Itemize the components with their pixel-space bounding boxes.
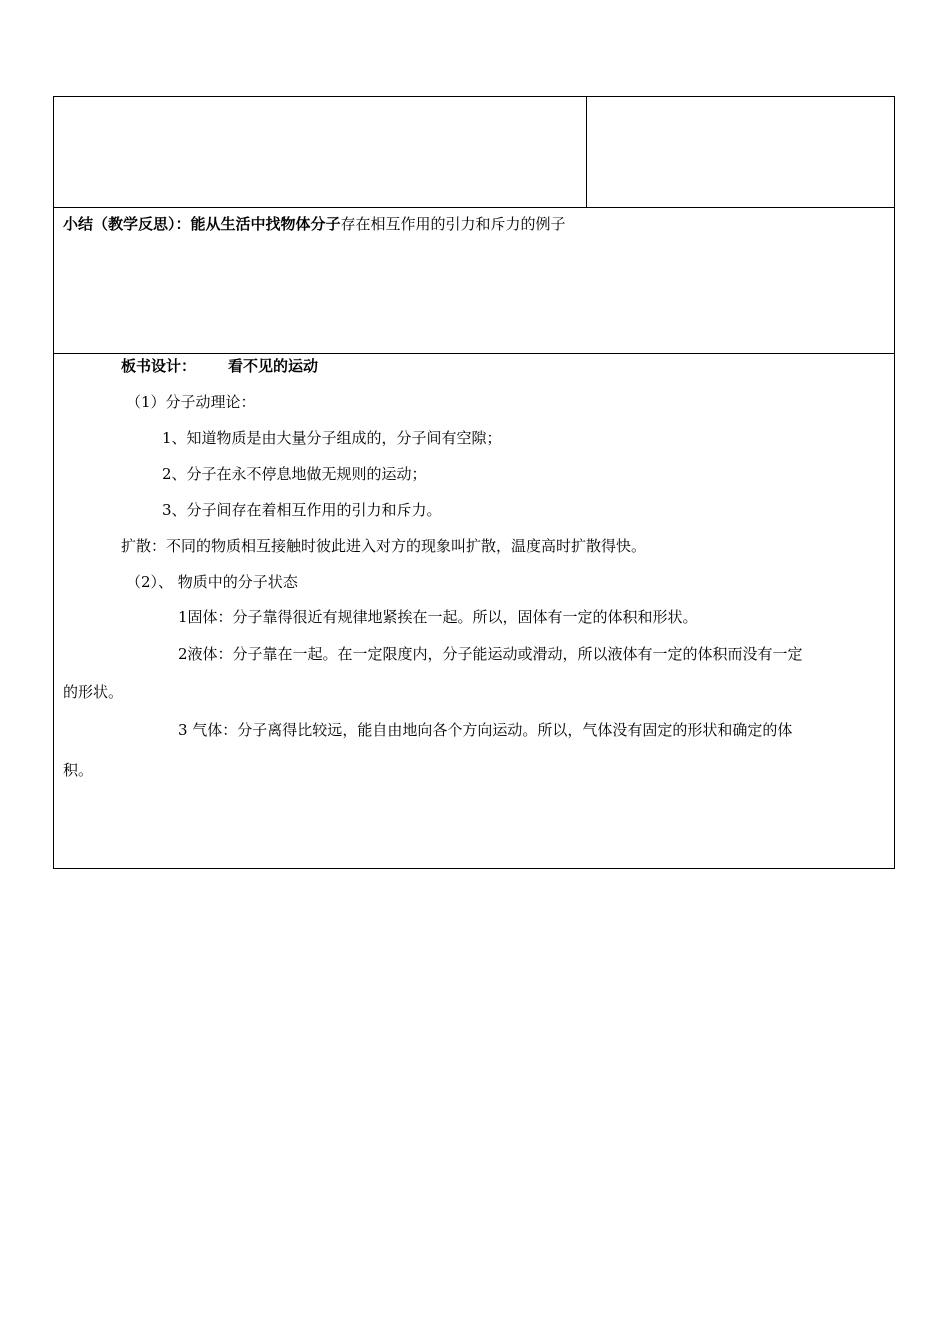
point-2: 2、分子在永不停息地做无规则的运动；	[162, 465, 427, 483]
board-heading-title: 看不见的运动	[228, 357, 319, 375]
section-2-title: （2）、 物质中的分子状态	[126, 573, 298, 591]
summary-cell	[54, 208, 894, 354]
summary-content: 存在相互作用的引力和斥力的例子	[340, 215, 566, 233]
diffusion-definition: 扩散：不同的物质相互接触时彼此进入对方的现象叫扩散，温度高时扩散得快。	[121, 537, 647, 555]
point-1: 1、知道物质是由大量分子组成的，分子间有空隙；	[162, 429, 502, 447]
top-left-cell	[54, 97, 587, 207]
board-design-cell	[54, 354, 894, 868]
solid-state: 1固体：分子靠得很近有规律地紧挨在一起。所以，固体有一定的体积和形状。	[178, 608, 698, 626]
gas-state-line-1: 3 气体：分子离得比较远，能自由地向各个方向运动。所以，气体没有固定的形状和确定的体	[178, 721, 793, 739]
board-heading-label: 板书设计：	[121, 357, 197, 375]
section-1-title: （1）分子动理论：	[126, 393, 256, 411]
summary-text	[63, 214, 566, 234]
top-row	[54, 97, 894, 208]
top-right-cell	[587, 97, 894, 207]
board-heading	[121, 356, 318, 376]
liquid-state-line-2: 的形状。	[63, 683, 124, 701]
summary-label: 小结（教学反思）：能从生活中找物体分子	[63, 215, 341, 233]
point-3: 3、分子间存在着相互作用的引力和斥力。	[162, 501, 442, 519]
gas-state-line-2: 积。	[63, 761, 94, 779]
lesson-plan-table	[53, 96, 895, 869]
liquid-state-line-1: 2液体：分子靠在一起。在一定限度内，分子能运动或滑动，所以液体有一定的体积而没有一定	[178, 645, 803, 663]
